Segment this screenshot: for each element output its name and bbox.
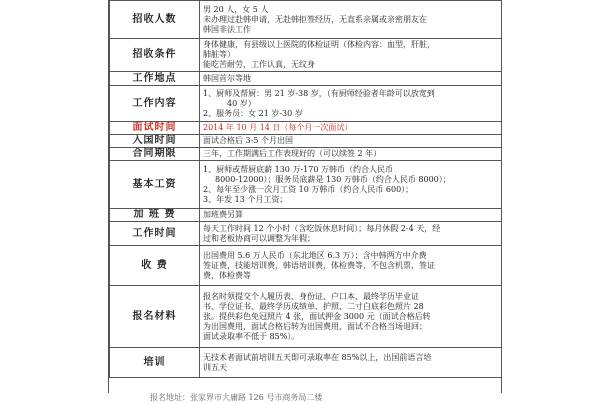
value-training <box>200 348 502 378</box>
label-interview-time: 面试时间 <box>110 122 200 135</box>
text-line: 加班费另算 <box>203 210 243 219</box>
value-interview-time <box>200 122 502 135</box>
label-training: 培训 <box>110 348 200 378</box>
recruitment-table <box>109 0 502 378</box>
row-working-hours <box>110 222 502 246</box>
value-work-content <box>200 86 502 122</box>
registration-address: 报名地址：张家界市大庸路 126 号市商务局二楼 <box>150 393 323 402</box>
row-training <box>110 348 502 378</box>
text-line: 三年，工作期满后工作表现好的（可以续签 2 年） <box>203 149 382 158</box>
text-line: 能吃苦耐劳，工作认真，无纹身 <box>203 60 315 69</box>
row-interview-time <box>110 122 502 135</box>
text-line: 过和老板协商可以调整为年假； <box>203 233 315 243</box>
label-entry-time: 入国时间 <box>110 135 200 148</box>
text-line: 面试录取率不低于 85%）。 <box>203 331 300 341</box>
text-line: 2、每年至少涨一次月工资 10 万韩币（约合人民币 600）； <box>203 184 414 194</box>
text-line: 签证费，技能培训费，韩语培训费，体检费等，不包含机票，签证 <box>203 260 435 270</box>
value-entry-time <box>200 135 502 148</box>
text-line: 未办理过赴韩申请，无赴韩拒签经历，无直系亲属或亲密朋友在 <box>203 14 427 24</box>
text-line: 肺脏等） <box>203 50 235 59</box>
row-application-materials <box>110 286 502 348</box>
text-line: 1、厨师或帮厨底薪 130 万-170 万韩币（约合人民币 <box>203 164 393 174</box>
row-work-location <box>110 72 502 86</box>
label-recruit-count: 招收人数 <box>110 1 200 39</box>
label-contract-period: 合同期限 <box>110 148 200 161</box>
value-contract-period <box>200 148 502 161</box>
value-application-materials <box>200 286 502 348</box>
row-overtime-pay <box>110 209 502 222</box>
text-line: 3、年发 13 个月工资； <box>203 194 288 204</box>
value-recruit-count <box>200 1 502 39</box>
label-recruit-conditions: 招收条件 <box>110 39 200 72</box>
value-work-location <box>200 72 502 86</box>
text-line: 韩国非法工作 <box>203 24 251 34</box>
value-fees <box>200 246 502 286</box>
value-recruit-conditions <box>200 39 502 72</box>
row-entry-time <box>110 135 502 148</box>
text-line: 面试合格后 3-5 个月出国 <box>203 136 293 145</box>
text-line: 40 岁） <box>227 98 256 108</box>
text-line: 每天工作时间 12 个小时（含吃饭休息时间）；每月休假 2-4 天，经 <box>203 223 441 233</box>
text-line: 训五天 <box>203 362 227 372</box>
row-fees <box>110 246 502 286</box>
text-line: 2、服务员：女 21 岁-30 岁 <box>203 108 303 118</box>
text-line: 费，体检费等 <box>203 270 251 280</box>
row-recruit-conditions <box>110 39 502 72</box>
label-working-hours: 工作时间 <box>110 222 200 246</box>
value-overtime-pay <box>200 209 502 222</box>
text-line: 身体健康，有县级以上医院的体检证明（体检内容：血型，肝脏， <box>203 40 435 49</box>
label-work-content: 工作内容 <box>110 86 200 122</box>
value-working-hours <box>200 222 502 246</box>
label-base-salary: 基本工资 <box>110 161 200 209</box>
label-overtime-pay: 加 班 费 <box>110 209 200 222</box>
text-line: 出国费用 5.6 万人民币（东北地区 6.3 万）；含中韩两方中介费 <box>203 250 427 260</box>
row-work-content <box>110 86 502 122</box>
label-work-location: 工作地点 <box>110 72 200 86</box>
label-application-materials: 报名材料 <box>110 286 200 348</box>
text-line: 书、学位证书、最终学历成绩单、护照、二寸白底彩色照片 28 <box>203 301 424 311</box>
text-line: 为出国费用，面试合格后转为出国费用，面试不合格当场退回； <box>203 321 427 331</box>
row-recruit-count <box>110 1 502 39</box>
value-base-salary <box>200 161 502 209</box>
text-line: 无技术者面试前培训五天即可录取率在 85%以上，出国前语言培 <box>203 352 432 362</box>
text-line: 张。提供彩色免冠照片 4 张，面试押金 3000 元（面试合格后转 <box>203 311 431 321</box>
text-line: 1、厨师及帮厨：男 21 岁-38 岁，（有厨师经验者年龄可以放宽到 <box>203 88 435 98</box>
text-line: 2014 年 10 月 14 日（每个月一次面试） <box>203 123 353 132</box>
text-line: 男 20 人，女 5 人 <box>203 4 269 14</box>
text-line: 8000-12000）；服务员底薪是 130 万韩币（约合人民币 8000）； <box>215 174 451 184</box>
recruitment-table-sheet <box>108 0 502 393</box>
row-contract-period <box>110 148 502 161</box>
text-line: 报名时须提交个人履历表、身份证、户口本、最终学历毕业证 <box>203 291 419 301</box>
text-line: 韩国首尔等地 <box>203 73 251 83</box>
label-fees: 收 费 <box>110 246 200 286</box>
row-base-salary <box>110 161 502 209</box>
